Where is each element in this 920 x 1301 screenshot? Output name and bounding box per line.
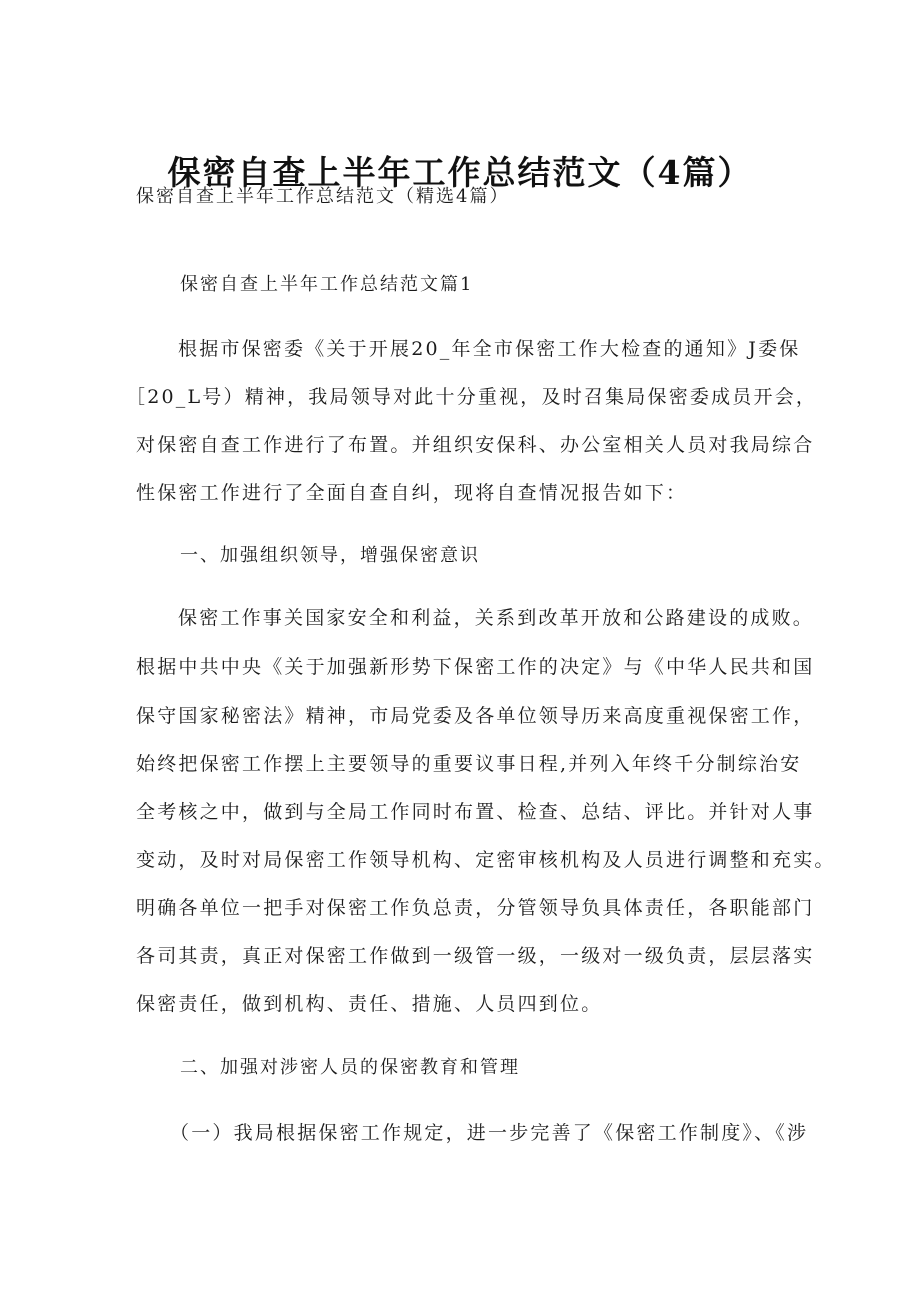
paragraph-line: 始终把保密工作摆上主要领导的重要议事日程,并列入年终千分制综治安 bbox=[136, 753, 802, 775]
paragraph-line: 变动，及时对局保密工作领导机构、定密审核机构及人员进行调整和充实。 bbox=[136, 849, 836, 871]
paragraph-line: 根据市保密委《关于开展20_年全市保密工作大检查的通知》J委保 bbox=[178, 338, 801, 360]
paragraph-line: （一）我局根据保密工作规定，进一步完善了《保密工作制度》、《涉 bbox=[170, 1122, 809, 1144]
paragraph-line: 对保密自查工作进行了布置。并组织安保科、办公室相关人员对我局综合 bbox=[136, 434, 815, 456]
article-heading: 保密自查上半年工作总结范文篇1 bbox=[180, 274, 474, 295]
paragraph-line: 性保密工作进行了全面自查自纠，现将自查情况报告如下： bbox=[136, 482, 688, 504]
paragraph-line: 保密责任，做到机构、责任、措施、人员四到位。 bbox=[136, 993, 603, 1015]
paragraph-line: 各司其责，真正对保密工作做到一级管一级，一级对一级负责，层层落实 bbox=[136, 945, 815, 967]
document-title: 保密自查上半年工作总结范文（4篇） bbox=[167, 153, 753, 192]
document-subtitle: 保密自查上半年工作总结范文（精选4篇） bbox=[136, 186, 510, 207]
section-heading: 一、加强组织领导，增强保密意识 bbox=[180, 545, 480, 566]
paragraph-line: 保密工作事关国家安全和利益，关系到改革开放和公路建设的成败。 bbox=[178, 607, 815, 629]
paragraph-line: ［20_L号）精神，我局领导对此十分重视，及时召集局保密委成员开会， bbox=[126, 386, 818, 408]
paragraph-line: 保守国家秘密法》精神，市局党委及各单位领导历来高度重视保密工作， bbox=[136, 705, 815, 727]
section-heading: 二、加强对涉密人员的保密教育和管理 bbox=[180, 1057, 520, 1078]
paragraph-line: 明确各单位一把手对保密工作负总责，分管领导负具体责任，各职能部门 bbox=[136, 897, 815, 919]
paragraph-line: 根据中共中央《关于加强新形势下保密工作的决定》与《中华人民共和国 bbox=[136, 656, 815, 678]
paragraph-line: 全考核之中，做到与全局工作同时布置、检查、总结、评比。并针对人事 bbox=[136, 801, 815, 823]
